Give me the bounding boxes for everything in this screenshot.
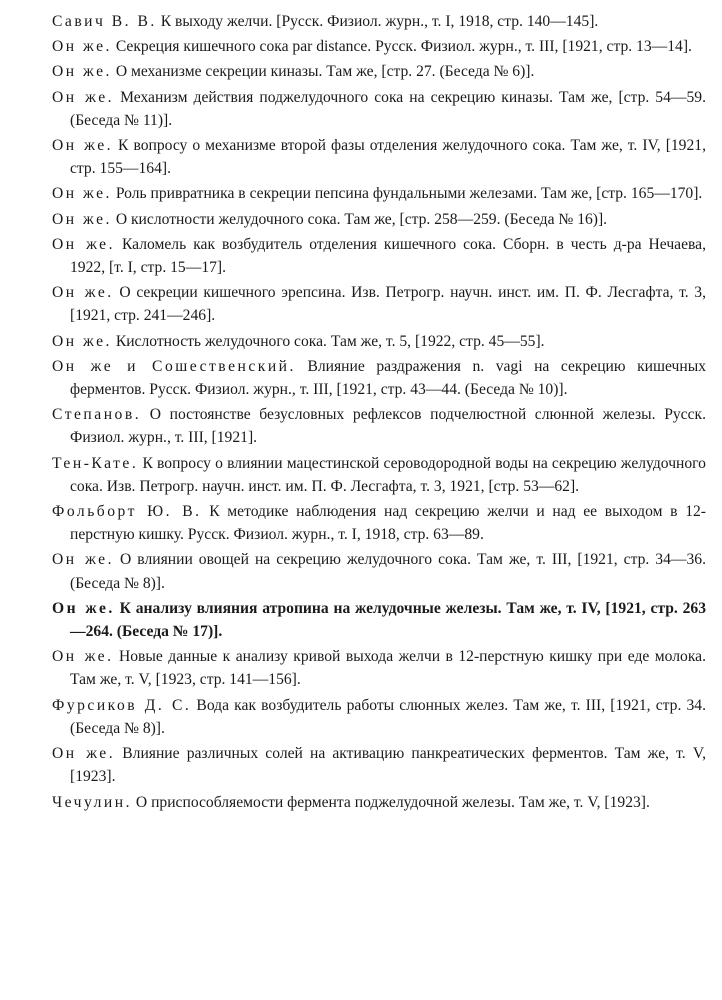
entry-text: Новые данные к анализу кривой выхода желчи в 12-перстную кишку при еде молока. Там же, т. V, [1923, стр. 141—156]. (70, 648, 706, 689)
entry-author: Тен-Кате. (52, 454, 139, 472)
entry-text: К анализу влияния атропина на желудочные железы. Там же, т. IV, [1921, стр. 263—264. (Беседа № 17)]. (70, 599, 707, 641)
entry-author: Он же. (52, 185, 112, 203)
entry-author: Он же и Сошественский. (52, 357, 296, 375)
entry-text: Секреция кишечного сока par distance. Русск. Физиол. журн., т. III, [1921, стр. 13—14]. (115, 38, 692, 56)
bibliography-entry (18, 208, 706, 231)
entry-author: Фурсиков Д. С. (52, 696, 192, 714)
entry-text: К методике наблюдения над секрецию желчи и над ее выходом в 12-перстную кишку. Русск. Физиол. журн., т. I, 1918, стр. 63—89. (70, 503, 706, 544)
entry-author: Он же. (52, 745, 116, 763)
bibliography-entry (18, 355, 706, 401)
entry-text: Механизм действия поджелудочного сока на секрецию киназы. Там же, [стр. 54—59. (Беседа № 11)]. (70, 88, 706, 129)
entry-text: К выходу желчи. [Русск. Физиол. журн., т. I, 1918, стр. 140—145]. (160, 13, 599, 30)
entry-author: Он же. (52, 332, 112, 350)
entry-text: Роль привратника в секреции пепсина фундальными железами. Там же, [стр. 165—170]. (115, 185, 703, 203)
bibliography-entry (18, 500, 706, 546)
entry-author: Он же. (52, 38, 112, 56)
entry-author: Он же. (52, 235, 115, 253)
entry-text: К вопросу о механизме второй фазы отделения желудочного сока. Там же, т. IV, [1921, стр. 155—164]. (70, 137, 706, 178)
bibliography-entry (18, 60, 706, 83)
entry-author: Он же. (52, 551, 115, 569)
bibliography-entry (18, 452, 706, 498)
bibliography-entry (18, 548, 706, 594)
bibliography-entry (18, 10, 706, 33)
bibliography-entry (18, 742, 706, 788)
bibliography-entry (18, 281, 706, 327)
entry-author: Он же. (52, 88, 115, 106)
bibliography-entry (18, 645, 706, 691)
entry-author: Савич В. В. (52, 13, 157, 30)
bibliography-entry (18, 330, 706, 353)
entry-author: Он же. (52, 284, 114, 302)
bibliography-entry (18, 35, 706, 58)
entry-author: Он же. (52, 137, 114, 155)
entry-text: Каломель как возбудитель отделения кишечного сока. Сборн. в честь д-ра Нечаева, 1922, [т. I, стр. 15—17]. (70, 235, 706, 277)
bibliography-entry (18, 86, 706, 132)
entry-text: О влиянии овощей на секрецию желудочного сока. Там же, т. III, [1921, стр. 34—36. (Беседа № 8)]. (70, 551, 706, 592)
entry-author: Он же. (52, 210, 112, 228)
entry-text: Влияние раздражения n. vagi на секрецию кишечных ферментов. Русск. Физиол. журн., т. III, [1921, стр. 43—44. (Беседа № 10)]. (70, 357, 707, 399)
entry-text: О постоянстве безусловных рефлексов подчелюстной слюнной железы. Русск. Физиол. журн., т. III, [1921]. (70, 406, 706, 447)
bibliography-entry (18, 134, 706, 180)
entry-author: Он же. (52, 599, 115, 617)
bibliography-entry (18, 694, 706, 740)
entry-text: О приспособляемости фермента поджелудочной железы. Там же, т. V, [1923]. (135, 793, 650, 811)
bibliography-entry (18, 597, 706, 643)
entry-author: Степанов. (52, 406, 142, 424)
entry-text: О кислотности желудочного сока. Там же, [стр. 258—259. (Беседа № 16)]. (115, 210, 608, 228)
entry-text: Вода как возбудитель работы слюнных желез. Там же, т. III, [1921, стр. 34. (Беседа № 8)]. (70, 696, 706, 737)
bibliography-entry (18, 791, 706, 814)
entry-author: Он же. (52, 63, 112, 81)
entry-text: К вопросу о влиянии мацестинской сероводородной воды на секрецию желудочного сока. Изв. Петрогр. научн. инст. им. П. Ф. Лесгафта, т. 3, 1921, [стр. 53—62]. (70, 454, 706, 495)
bibliography-entry (18, 233, 706, 279)
entry-text: О секреции кишечного эрепсина. Изв. Петрогр. научн. инст. им. П. Ф. Лесгафта, т. 3, [1921, стр. 241—246]. (70, 284, 706, 325)
entry-author: Он же. (52, 648, 114, 666)
entry-text: Влияние различных солей на активацию панкреатических ферментов. Там же, т. V, [1923]. (70, 745, 706, 786)
entry-text: О механизме секреции киназы. Там же, [стр. 27. (Беседа № 6)]. (115, 63, 535, 81)
entry-text: Кислотность желудочного сока. Там же, т. 5, [1922, стр. 45—55]. (115, 332, 545, 350)
bibliography-entry (18, 182, 706, 205)
entry-author: Чечулин. (52, 793, 132, 811)
entry-author: Фольборт Ю. В. (52, 503, 202, 521)
bibliography-entry (18, 403, 706, 449)
